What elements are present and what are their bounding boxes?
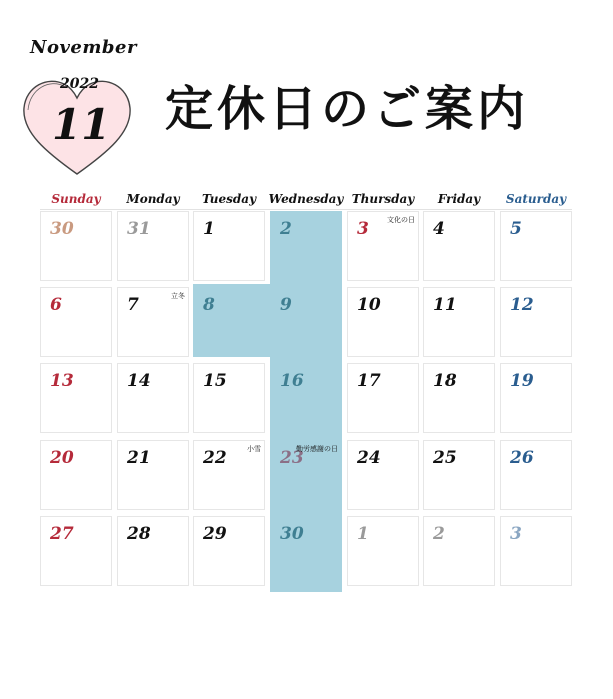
date-number: 20	[50, 448, 74, 468]
date-number: 2	[280, 219, 292, 239]
date-number: 27	[50, 524, 74, 544]
date-number: 7	[127, 295, 139, 315]
month-name: November	[30, 37, 137, 58]
date-number: 9	[280, 295, 292, 315]
date-number: 17	[357, 371, 381, 391]
date-number: 18	[433, 371, 457, 391]
date-number: 16	[280, 371, 304, 391]
date-number: 5	[510, 219, 522, 239]
date-number: 15	[203, 371, 227, 391]
date-number: 29	[203, 524, 227, 544]
page-title: 定休日のご案内	[165, 81, 530, 137]
date-number: 11	[433, 295, 457, 315]
weekday-sunday: Sunday	[51, 192, 101, 206]
date-number: 12	[510, 295, 534, 315]
date-number: 8	[203, 295, 215, 315]
weekday-monday: Monday	[126, 192, 180, 206]
date-number: 10	[357, 295, 381, 315]
date-number: 28	[127, 524, 151, 544]
day-note: 勤労感謝の日	[296, 445, 338, 453]
date-number: 3	[510, 524, 522, 544]
date-number: 19	[510, 371, 534, 391]
date-number: 21	[127, 448, 151, 468]
date-number: 30	[280, 524, 304, 544]
weekday-wednesday: Wednesday	[268, 192, 344, 206]
header-divider	[40, 209, 572, 210]
date-number: 13	[50, 371, 74, 391]
year-label: 2022	[60, 76, 99, 92]
date-number: 22	[203, 448, 227, 468]
date-number: 2	[433, 524, 445, 544]
date-number: 1	[357, 524, 369, 544]
date-number: 26	[510, 448, 534, 468]
weekday-friday: Friday	[437, 192, 481, 206]
month-number: 11	[52, 100, 111, 149]
date-number: 4	[433, 219, 445, 239]
date-number: 1	[203, 219, 215, 239]
weekday-tuesday: Tuesday	[201, 192, 257, 206]
date-number: 6	[50, 295, 62, 315]
date-number: 25	[433, 448, 457, 468]
weekday-saturday: Saturday	[505, 192, 567, 206]
weekday-thursday: Thursday	[351, 192, 415, 206]
day-note: 文化の日	[387, 216, 415, 224]
date-number: 14	[127, 371, 151, 391]
date-number: 31	[127, 219, 151, 239]
day-note: 小雪	[247, 445, 261, 453]
date-number: 24	[357, 448, 381, 468]
date-number: 30	[50, 219, 74, 239]
date-number: 3	[357, 219, 369, 239]
day-note: 立冬	[171, 292, 185, 300]
date-number: 23	[280, 448, 304, 468]
